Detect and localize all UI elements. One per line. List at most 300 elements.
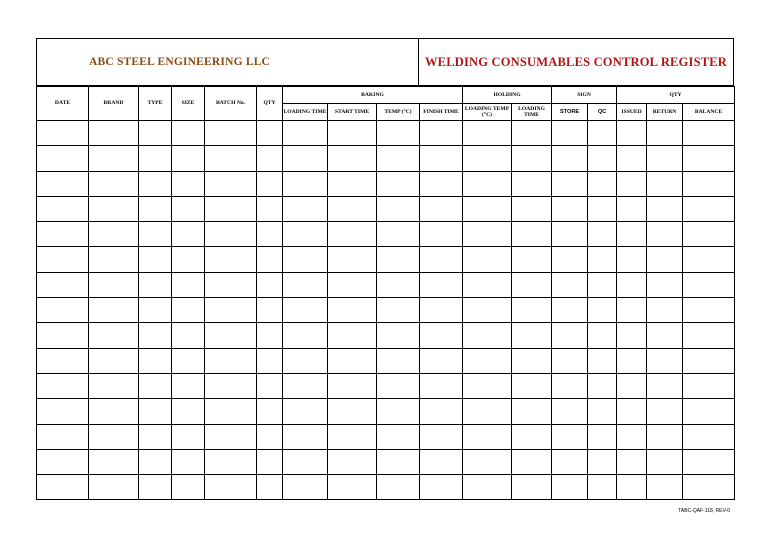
register-title: WELDING CONSUMABLES CONTROL REGISTER [424,54,728,69]
entry-cell[interactable] [463,348,512,373]
register-body [37,121,735,500]
entry-cell[interactable] [205,247,257,272]
entry-cell[interactable] [420,298,463,323]
entry-cell[interactable] [588,171,617,196]
entry-cell[interactable] [139,146,172,171]
entry-cell[interactable] [139,449,172,474]
company-cell [37,39,419,85]
entry-cell[interactable] [172,475,205,500]
entry-cell[interactable] [257,247,283,272]
group-baking: BAKING [283,87,463,104]
entry-cell[interactable] [420,399,463,424]
entry-cell[interactable] [205,348,257,373]
entry-cell[interactable] [283,222,328,247]
entry-cell[interactable] [683,272,735,297]
entry-cell[interactable] [377,399,420,424]
entry-cell[interactable] [89,449,139,474]
entry-cell[interactable] [647,222,683,247]
entry-cell[interactable] [257,449,283,474]
entry-cell[interactable] [257,222,283,247]
col-qty: QTY [257,87,283,121]
entry-cell[interactable] [647,424,683,449]
entry-cell[interactable] [328,171,377,196]
entry-cell[interactable] [377,475,420,500]
entry-cell[interactable] [463,196,512,221]
entry-cell[interactable] [512,449,552,474]
entry-cell[interactable] [552,475,588,500]
entry-cell[interactable] [512,348,552,373]
entry-cell[interactable] [328,475,377,500]
entry-cell[interactable] [588,373,617,398]
entry-cell[interactable] [257,272,283,297]
entry-cell[interactable] [37,272,89,297]
col-baking-start-time: START TIME [328,104,377,121]
entry-cell[interactable] [172,247,205,272]
entry-cell[interactable] [328,298,377,323]
entry-cell[interactable] [683,171,735,196]
entry-cell[interactable] [172,272,205,297]
form-reference: TABC-QAF-118, REV-0 [678,508,730,514]
table-row [37,298,735,323]
entry-cell[interactable] [89,171,139,196]
entry-cell[interactable] [172,323,205,348]
entry-cell[interactable] [683,348,735,373]
entry-cell[interactable] [463,373,512,398]
entry-cell[interactable] [205,222,257,247]
entry-cell[interactable] [552,171,588,196]
entry-cell[interactable] [617,399,647,424]
entry-cell[interactable] [89,146,139,171]
entry-cell[interactable] [617,247,647,272]
entry-cell[interactable] [89,399,139,424]
entry-cell[interactable] [683,373,735,398]
entry-cell[interactable] [172,222,205,247]
entry-cell[interactable] [512,121,552,146]
entry-cell[interactable] [89,247,139,272]
entry-cell[interactable] [89,298,139,323]
table-row [37,222,735,247]
table-row [37,373,735,398]
entry-cell[interactable] [89,196,139,221]
col-qty-return: RETURN [647,104,683,121]
entry-cell[interactable] [647,171,683,196]
table-row [37,171,735,196]
entry-cell[interactable] [683,247,735,272]
entry-cell[interactable] [552,146,588,171]
entry-cell[interactable] [328,222,377,247]
entry-cell[interactable] [420,196,463,221]
entry-cell[interactable] [37,348,89,373]
entry-cell[interactable] [257,121,283,146]
entry-cell[interactable] [283,323,328,348]
entry-cell[interactable] [463,399,512,424]
table-row [37,424,735,449]
entry-cell[interactable] [257,323,283,348]
group-qty: QTY [617,87,735,104]
entry-cell[interactable] [617,222,647,247]
col-sign-store: STORE [552,104,588,121]
entry-cell[interactable] [552,196,588,221]
entry-cell[interactable] [463,146,512,171]
entry-cell[interactable] [647,298,683,323]
entry-cell[interactable] [139,424,172,449]
entry-cell[interactable] [617,373,647,398]
entry-cell[interactable] [139,247,172,272]
entry-cell[interactable] [552,449,588,474]
entry-cell[interactable] [205,399,257,424]
entry-cell[interactable] [463,449,512,474]
entry-cell[interactable] [205,146,257,171]
entry-cell[interactable] [377,171,420,196]
col-qty-issued: ISSUED [617,104,647,121]
entry-cell[interactable] [512,298,552,323]
entry-cell[interactable] [647,373,683,398]
entry-cell[interactable] [617,449,647,474]
entry-cell[interactable] [172,373,205,398]
entry-cell[interactable] [139,222,172,247]
entry-cell[interactable] [257,348,283,373]
entry-cell[interactable] [420,247,463,272]
entry-cell[interactable] [617,348,647,373]
entry-cell[interactable] [552,298,588,323]
entry-cell[interactable] [588,146,617,171]
entry-cell[interactable] [683,475,735,500]
entry-cell[interactable] [512,323,552,348]
entry-cell[interactable] [377,449,420,474]
register-sheet [36,38,734,500]
entry-cell[interactable] [617,146,647,171]
entry-cell[interactable] [552,222,588,247]
entry-cell[interactable] [552,323,588,348]
entry-cell[interactable] [617,196,647,221]
table-row [37,348,735,373]
entry-cell[interactable] [647,121,683,146]
entry-cell[interactable] [205,323,257,348]
col-type: TYPE [139,87,172,121]
entry-cell[interactable] [257,298,283,323]
entry-cell[interactable] [139,399,172,424]
entry-cell[interactable] [588,323,617,348]
entry-cell[interactable] [205,272,257,297]
entry-cell[interactable] [683,399,735,424]
entry-cell[interactable] [552,424,588,449]
entry-cell[interactable] [588,196,617,221]
entry-cell[interactable] [588,348,617,373]
entry-cell[interactable] [647,247,683,272]
entry-cell[interactable] [283,171,328,196]
entry-cell[interactable] [172,348,205,373]
entry-cell[interactable] [552,121,588,146]
entry-cell[interactable] [552,272,588,297]
entry-cell[interactable] [588,298,617,323]
col-holding-loading-temp: LOADING TEMP (°C) [463,104,512,121]
entry-cell[interactable] [420,323,463,348]
entry-cell[interactable] [328,272,377,297]
entry-cell[interactable] [89,348,139,373]
entry-cell[interactable] [617,323,647,348]
entry-cell[interactable] [37,222,89,247]
entry-cell[interactable] [37,475,89,500]
entry-cell[interactable] [683,298,735,323]
entry-cell[interactable] [683,196,735,221]
entry-cell[interactable] [552,348,588,373]
entry-cell[interactable] [139,348,172,373]
entry-cell[interactable] [283,196,328,221]
entry-cell[interactable] [420,222,463,247]
entry-cell[interactable] [377,247,420,272]
entry-cell[interactable] [37,196,89,221]
entry-cell[interactable] [512,146,552,171]
entry-cell[interactable] [328,146,377,171]
entry-cell[interactable] [257,475,283,500]
entry-cell[interactable] [328,449,377,474]
col-baking-temp: TEMP (°C) [377,104,420,121]
entry-cell[interactable] [420,146,463,171]
entry-cell[interactable] [377,424,420,449]
entry-cell[interactable] [328,348,377,373]
register-table [36,86,735,500]
entry-cell[interactable] [377,348,420,373]
entry-cell[interactable] [283,399,328,424]
table-row [37,475,735,500]
entry-cell[interactable] [37,247,89,272]
entry-cell[interactable] [283,247,328,272]
entry-cell[interactable] [205,121,257,146]
entry-cell[interactable] [257,373,283,398]
entry-cell[interactable] [377,298,420,323]
entry-cell[interactable] [647,348,683,373]
entry-cell[interactable] [89,424,139,449]
entry-cell[interactable] [377,222,420,247]
entry-cell[interactable] [283,449,328,474]
entry-cell[interactable] [512,373,552,398]
entry-cell[interactable] [647,323,683,348]
entry-cell[interactable] [139,323,172,348]
entry-cell[interactable] [463,475,512,500]
entry-cell[interactable] [463,323,512,348]
entry-cell[interactable] [37,146,89,171]
entry-cell[interactable] [89,373,139,398]
entry-cell[interactable] [283,373,328,398]
entry-cell[interactable] [377,272,420,297]
entry-cell[interactable] [257,196,283,221]
entry-cell[interactable] [377,196,420,221]
entry-cell[interactable] [377,121,420,146]
entry-cell[interactable] [420,272,463,297]
entry-cell[interactable] [552,247,588,272]
entry-cell[interactable] [463,424,512,449]
company-name: ABC STEEL ENGINEERING LLC [89,56,271,68]
entry-cell[interactable] [617,171,647,196]
entry-cell[interactable] [552,399,588,424]
entry-cell[interactable] [205,424,257,449]
entry-cell[interactable] [37,424,89,449]
entry-cell[interactable] [283,475,328,500]
entry-cell[interactable] [328,424,377,449]
entry-cell[interactable] [512,475,552,500]
entry-cell[interactable] [377,373,420,398]
entry-cell[interactable] [205,373,257,398]
table-row [37,196,735,221]
entry-cell[interactable] [463,222,512,247]
col-baking-finish-time: FINISH TIME [420,104,463,121]
entry-cell[interactable] [588,121,617,146]
entry-cell[interactable] [588,475,617,500]
entry-cell[interactable] [89,475,139,500]
entry-cell[interactable] [683,146,735,171]
col-date: DATE [37,87,89,121]
register-header [36,38,734,86]
table-row [37,146,735,171]
col-holding-loading-time: LOADING TIME [512,104,552,121]
entry-cell[interactable] [588,247,617,272]
entry-cell[interactable] [257,424,283,449]
entry-cell[interactable] [420,449,463,474]
title-cell [419,39,733,85]
entry-cell[interactable] [683,222,735,247]
table-row [37,399,735,424]
entry-cell[interactable] [420,373,463,398]
entry-cell[interactable] [89,121,139,146]
entry-cell[interactable] [139,298,172,323]
entry-cell[interactable] [172,449,205,474]
entry-cell[interactable] [328,196,377,221]
entry-cell[interactable] [283,272,328,297]
table-row [37,247,735,272]
entry-cell[interactable] [420,171,463,196]
table-row [37,449,735,474]
entry-cell[interactable] [588,449,617,474]
entry-cell[interactable] [683,449,735,474]
header-row-groups [37,87,735,104]
entry-cell[interactable] [328,399,377,424]
entry-cell[interactable] [617,475,647,500]
entry-cell[interactable] [283,121,328,146]
entry-cell[interactable] [420,121,463,146]
entry-cell[interactable] [283,298,328,323]
entry-cell[interactable] [139,171,172,196]
entry-cell[interactable] [37,449,89,474]
entry-cell[interactable] [172,424,205,449]
entry-cell[interactable] [512,424,552,449]
entry-cell[interactable] [283,146,328,171]
entry-cell[interactable] [683,323,735,348]
entry-cell[interactable] [37,373,89,398]
col-size: SIZE [172,87,205,121]
entry-cell[interactable] [172,196,205,221]
entry-cell[interactable] [139,121,172,146]
entry-cell[interactable] [617,121,647,146]
entry-cell[interactable] [37,323,89,348]
col-qty-balance: BALANCE [683,104,735,121]
entry-cell[interactable] [172,298,205,323]
entry-cell[interactable] [37,171,89,196]
entry-cell[interactable] [139,196,172,221]
entry-cell[interactable] [172,171,205,196]
entry-cell[interactable] [89,272,139,297]
col-batch: BATCH No. [205,87,257,121]
entry-cell[interactable] [205,171,257,196]
entry-cell[interactable] [683,121,735,146]
entry-cell[interactable] [257,171,283,196]
entry-cell[interactable] [512,196,552,221]
entry-cell[interactable] [463,298,512,323]
entry-cell[interactable] [328,247,377,272]
entry-cell[interactable] [647,146,683,171]
entry-cell[interactable] [283,348,328,373]
entry-cell[interactable] [328,323,377,348]
entry-cell[interactable] [647,399,683,424]
entry-cell[interactable] [420,424,463,449]
entry-cell[interactable] [420,348,463,373]
entry-cell[interactable] [205,475,257,500]
entry-cell[interactable] [617,424,647,449]
entry-cell[interactable] [328,373,377,398]
entry-cell[interactable] [588,399,617,424]
entry-cell[interactable] [89,323,139,348]
entry-cell[interactable] [512,399,552,424]
col-baking-loading-time: LOADING TIME [283,104,328,121]
entry-cell[interactable] [283,424,328,449]
entry-cell[interactable] [463,171,512,196]
entry-cell[interactable] [205,298,257,323]
entry-cell[interactable] [588,424,617,449]
entry-cell[interactable] [683,424,735,449]
table-row [37,272,735,297]
entry-cell[interactable] [552,373,588,398]
entry-cell[interactable] [588,272,617,297]
entry-cell[interactable] [512,247,552,272]
group-holding: HOLDING [463,87,552,104]
col-sign-qc: QC [588,104,617,121]
entry-cell[interactable] [463,247,512,272]
entry-cell[interactable] [139,475,172,500]
entry-cell[interactable] [512,272,552,297]
entry-cell[interactable] [172,121,205,146]
entry-cell[interactable] [420,475,463,500]
entry-cell[interactable] [377,146,420,171]
entry-cell[interactable] [377,323,420,348]
entry-cell[interactable] [172,399,205,424]
entry-cell[interactable] [139,373,172,398]
entry-cell[interactable] [647,272,683,297]
entry-cell[interactable] [617,272,647,297]
entry-cell[interactable] [617,298,647,323]
entry-cell[interactable] [257,146,283,171]
entry-cell[interactable] [139,272,172,297]
group-sign: SIGN [552,87,617,104]
entry-cell[interactable] [647,449,683,474]
entry-cell[interactable] [463,121,512,146]
entry-cell[interactable] [588,222,617,247]
entry-cell[interactable] [647,196,683,221]
entry-cell[interactable] [257,399,283,424]
entry-cell[interactable] [205,449,257,474]
table-row [37,323,735,348]
col-brand: BRAND [89,87,139,121]
entry-cell[interactable] [512,171,552,196]
entry-cell[interactable] [647,475,683,500]
entry-cell[interactable] [37,399,89,424]
entry-cell[interactable] [37,298,89,323]
entry-cell[interactable] [89,222,139,247]
entry-cell[interactable] [205,196,257,221]
entry-cell[interactable] [463,272,512,297]
entry-cell[interactable] [172,146,205,171]
entry-cell[interactable] [328,121,377,146]
entry-cell[interactable] [37,121,89,146]
entry-cell[interactable] [512,222,552,247]
